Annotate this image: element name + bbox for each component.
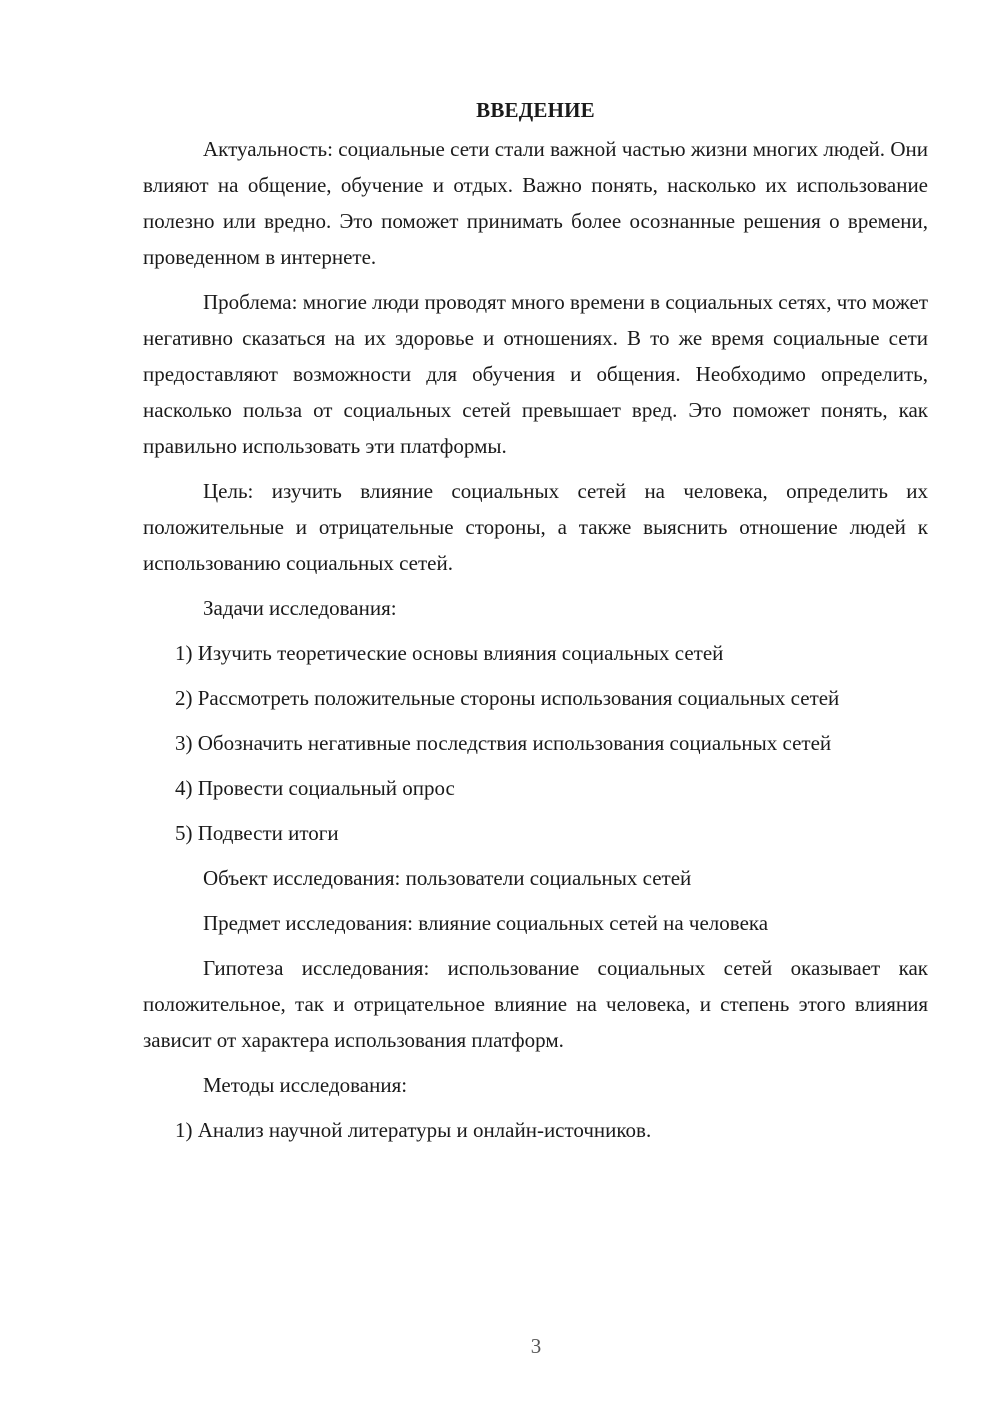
task-item-2: 2) Рассмотреть положительные стороны использования социальных сетей — [175, 686, 840, 710]
task-item-4: 4) Провести социальный опрос — [175, 776, 455, 800]
goal-paragraph: Цель: изучить влияние социальных сетей на человека, определить их положительные и отрицательные стороны, а также выяснить отношение людей к использованию социальных сетей. — [143, 479, 928, 575]
section-title: ВВЕДЕНИЕ — [476, 98, 595, 122]
task-item-1: 1) Изучить теоретические основы влияния социальных сетей — [175, 641, 724, 665]
methods-heading: Методы исследования: — [203, 1073, 408, 1097]
task-item-3: 3) Обозначить негативные последствия использования социальных сетей — [175, 731, 832, 755]
subject-paragraph: Предмет исследования: влияние социальных сетей на человека — [203, 911, 769, 935]
task-item-5: 5) Подвести итоги — [175, 821, 339, 845]
page-number: 3 — [530, 1334, 542, 1358]
hypothesis-paragraph: Гипотеза исследования: использование социальных сетей оказывает как положительное, так и отрицательное влияние на человека, и степень этого влияния зависит от характера использования платформ. — [143, 956, 928, 1052]
problem-paragraph: Проблема: многие люди проводят много времени в социальных сетях, что может негативно сказаться на их здоровье и отношениях. В то же время социальные сети предоставляют возможности для обучения и общения. Необходимо определить, насколько польза от социальных сетей превышает вред. Это поможет понять, как правильно использовать эти платформы. — [143, 290, 928, 458]
method-item-1: 1) Анализ научной литературы и онлайн-источников. — [175, 1118, 652, 1142]
tasks-heading: Задачи исследования: — [203, 596, 397, 620]
object-paragraph: Объект исследования: пользователи социальных сетей — [203, 866, 692, 890]
relevance-paragraph: Актуальность: социальные сети стали важной частью жизни многих людей. Они влияют на общение, обучение и отдых. Важно понять, насколько их использование полезно или вредно. Это поможет принимать более осознанные решения о времени, проведенном в интернете. — [143, 137, 928, 269]
page-content — [143, 92, 928, 1157]
